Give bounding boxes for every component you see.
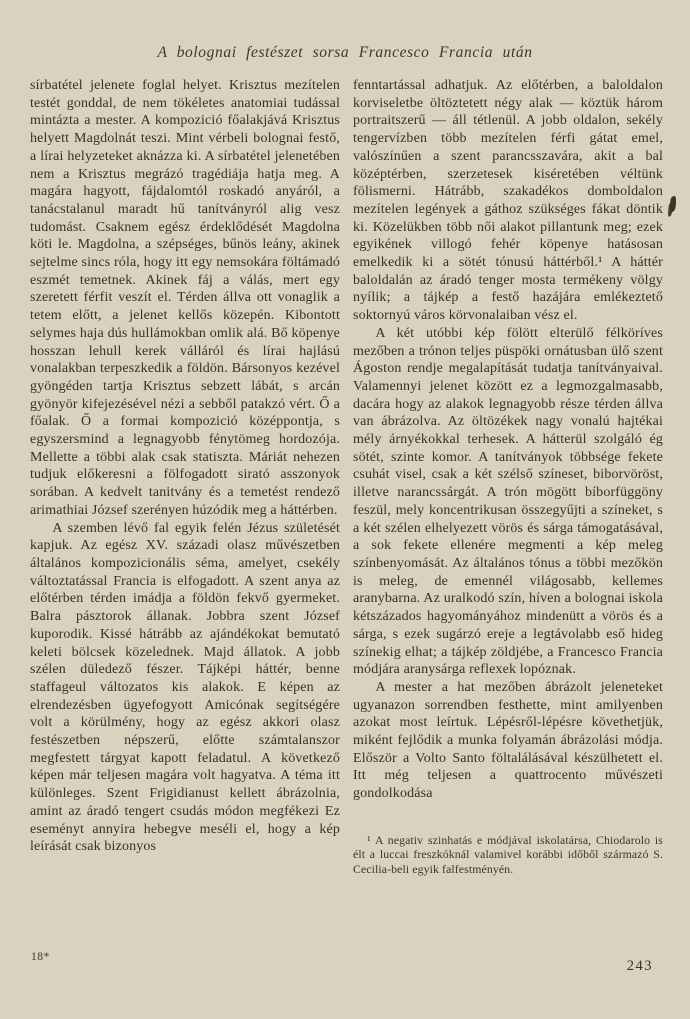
paragraph-continuation: fenntartással adhatjuk. Az előtérben, a baloldalon korviseletbe öltöztetett négy alak — köztük három portraitszerű — áll tétlenül. A jobb oldalon, sekély tengervízben több mezítelen férfi gátat emel, valószínűen a szent parancsszavára, akit a bal középtérben, szerzetesek kiséretében véltünk fölismerni. Hátrább, szakadékos domboldalon mezítelen legények a gáthoz szükséges fákat döntik ki. Közelükben több női alakot pillantunk meg; ezek egyikének villogó fehér köpenye hatásosan emelkedik ki a sötét tónusú háttérből.¹ A háttér baloldalán az áradó tenger mosta termékeny völgy nyílik; a tájkép a festő hazájára emlékeztető soktornyú város körvonalaiban vész el. [353, 78, 663, 324]
text-columns [30, 77, 663, 877]
paragraph: A két utóbbi kép fölött elterülő félköríves mezőben a trónon teljes püspöki ornátusban ülő szent Ágoston rendje megalapítását tudatja tanítványaival. Valamennyi jelenet között ez a legmozgalmasabb, dacára hogy az alakok legnagyobb része térden állva van ábrázolva. Az öltözékek nagy vonalú hajtékai mély árnyékokkal terhesek. A hátterül szolgáló ég sötét, szinte komor. A tanítványok többsége fekete csuhát visel, csak a két szélső színeset, biborvöröst, illetve narancssárgát. A trón mögött bíborfüggöny feszül, mely koncentrikusan összegyűjti a színeket, s a két szélen elhelyezett vörös és sárga támogatásával, a sok fekete ellenére megmenti a kép meleg színbenyomását. Az általános tónus a többi mezőkön is meleg, de emennél világosabb, kellemes aranybarna. Az uralkodó szín, híven a bolognai iskola kétszázados hagyományához mindenütt a vörös és a sárga, s ezek sugárzó ereje a legtávolabb eső hideg színekig elhat; a tájkép zöldjébe, a Francesco Francia módjára aranysárga reflexek lopóznak. [353, 325, 663, 678]
ink-smudge [669, 196, 677, 213]
paragraph-continuation: sírbatétel jelenete foglal helyet. Krisztus mezítelen testét gonddal, de nem tökéletes anatomiai tudással mintázta a mester. A kompozició főalakjává Krisztus helyett Magdolnát teszi. Mint vérbeli bolognai festő, a lírai helyzeteket aknázza ki. A sírbatétel jelenetében nem a Krisztus megrázó tragédiája hatja meg. A magára hagyott, fájdalomtól roskadó anyáról, a tanácstalanul maradt hű tanítványról alig vesz tudomást. Csaknem egész érdeklődését Magdolna köti le. Magdolna, a szépséges, bűnös leány, akinek sejtelme sincs róla, hogy itt egy nemsokára föltámadó eszmét temetnek. Akinek fáj a válás, mert egy szeretett férfit veszít el. Térden állva ott vonaglik a tetem előtt, a jelenet kellős közepén. Kibontott selymes haja dús hullámokban omlik alá. Bő köpenye hosszan lehull kerek válláról és lírai hajlású vonalakban terpeszkedik a földön. Bársonyos kezével gyöngéden tartja Krisztus sebzett lábát, s arcán gyönyör kifejezésével nézi a sebből patakzó vért. Ő a főalak. Ő a formai kompozició középpontja, s egyszersmind a legnagyobb fénytömeg hordozója. Mellette a többi alak csak statiszta. Máriát nehezen tudjuk előkeresni a fölfogadott sirató asszonyok sorában. A kedvelt tanitvány és a temetést rendező arimathiai József szerényen húzódik meg a háttérben. [30, 78, 340, 518]
page-number: 243 [626, 958, 653, 974]
paragraph: A szemben lévő fal egyik felén Jézus születését kapjuk. Az egész XV. századi olasz művészetben általános kompozicionális séma, amelyet, csekély változtatással Francia is elfogadott. A szent anya az előtérben térden imádja a földön fekvő gyermeket. Balra pásztorok állanak. Jobbra szent József kuporodik. Kissé hátrább az ajándékokat bemutató keleti bölcsek közelednek. Majd állatok. A jobb szélen düledező fészer. Tájképi háttér, benne staffageul változatos kis alakok. E képen az elrendezésben ügyefogyott Amicónak segítségére volt a körülmény, hogy az egész akkori olasz festészetben népszerű, előtte számtalanszor megfestett tárgyat kapott feladatul. A következő képen már teljesen magára volt hagyatva. A téma itt különleges. Szent Frigidianust kellett ábrázolnia, amint az áradó tengert csudás módon megfékezi Ez eseményt annyira hebegve meséli el, hogy a kép leírását csak bizonyos [30, 520, 340, 855]
left-column [30, 77, 340, 877]
paragraph: A mester a hat mezőben ábrázolt jeleneteket ugyanazon sorrendben festhette, mint amilyenben azokat most leírtuk. Lépésről-lépésre követhetjük, miként fejlődik a munka folyamán ábrázolási módja. Először a Volto Santo föltalálásával készülhetett el. Itt még teljesen a quattrocento művészeti gondolkodása [353, 679, 663, 802]
signature-mark: 18* [31, 951, 50, 963]
footnote: ¹ A negativ szinhatás e módjával iskolatársa, Chiodarolo is élt a luccai freszkóknál valamivel korábbi időből származó S. Cecilia-beli egyik falfestményén. [353, 832, 663, 877]
right-column [353, 77, 663, 877]
running-head: A bolognai festészet sorsa Francesco Francia után [157, 44, 533, 61]
